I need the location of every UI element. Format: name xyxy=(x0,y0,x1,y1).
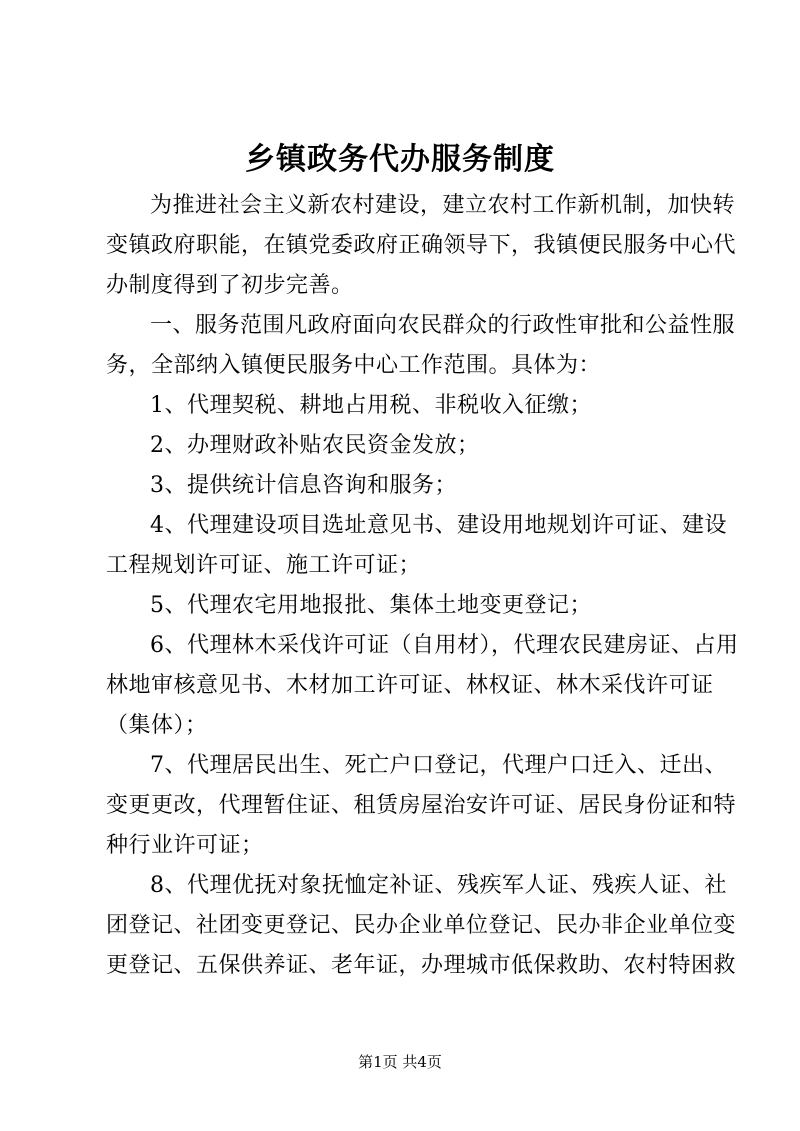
text-line: 变镇政府职能，在镇党委政府正确领导下，我镇便民服务中心代 xyxy=(106,233,737,258)
text-line: 5、代理农宅用地报批、集体土地变更登记； xyxy=(150,593,592,618)
page-footer: 第1页 共4页 xyxy=(358,1053,442,1071)
text-line: 3、提供统计信息咨询和服务； xyxy=(150,473,457,498)
text-line: 6、代理林木采伐许可证（自用材），代理农民建房证、占用 xyxy=(150,633,739,658)
text-line: 变更更改，代理暂住证、租赁房屋治安许可证、居民身份证和特 xyxy=(106,793,737,818)
text-line: 办制度得到了初步完善。 xyxy=(106,273,354,298)
text-line: 更登记、五保供养证、老年证，办理城市低保救助、农村特困救 xyxy=(106,953,737,978)
text-line: 工程规划许可证、施工许可证； xyxy=(106,553,422,578)
page-title: 乡镇政务代办服务制度 xyxy=(245,142,555,177)
text-line: 8、代理优抚对象抚恤定补证、残疾军人证、残疾人证、社 xyxy=(150,873,727,898)
text-line: 种行业许可证； xyxy=(106,833,264,858)
text-line: 务，全部纳入镇便民服务中心工作范围。具体为： xyxy=(106,353,602,378)
text-line: 一、服务范围凡政府面向农民群众的行政性审批和公益性服 xyxy=(150,313,736,338)
text-line: 2、办理财政补贴农民资金发放； xyxy=(150,433,480,458)
document-body xyxy=(106,186,739,986)
text-line: 为推进社会主义新农村建设，建立农村工作新机制，加快转 xyxy=(150,193,736,218)
text-line: 林地审核意见书、木材加工许可证、林权证、林木采伐许可证 xyxy=(106,673,714,698)
text-line: 7、代理居民出生、死亡户口登记，代理户口迁入、迁出、 xyxy=(150,753,727,778)
text-line: （集体）； xyxy=(106,713,208,738)
text-line: 1、代理契税、耕地占用税、非税收入征缴； xyxy=(150,393,592,418)
text-line: 团登记、社团变更登记、民办企业单位登记、民办非企业单位变 xyxy=(106,913,737,938)
text-line: 4、代理建设项目选址意见书、建设用地规划许可证、建设 xyxy=(150,513,727,538)
